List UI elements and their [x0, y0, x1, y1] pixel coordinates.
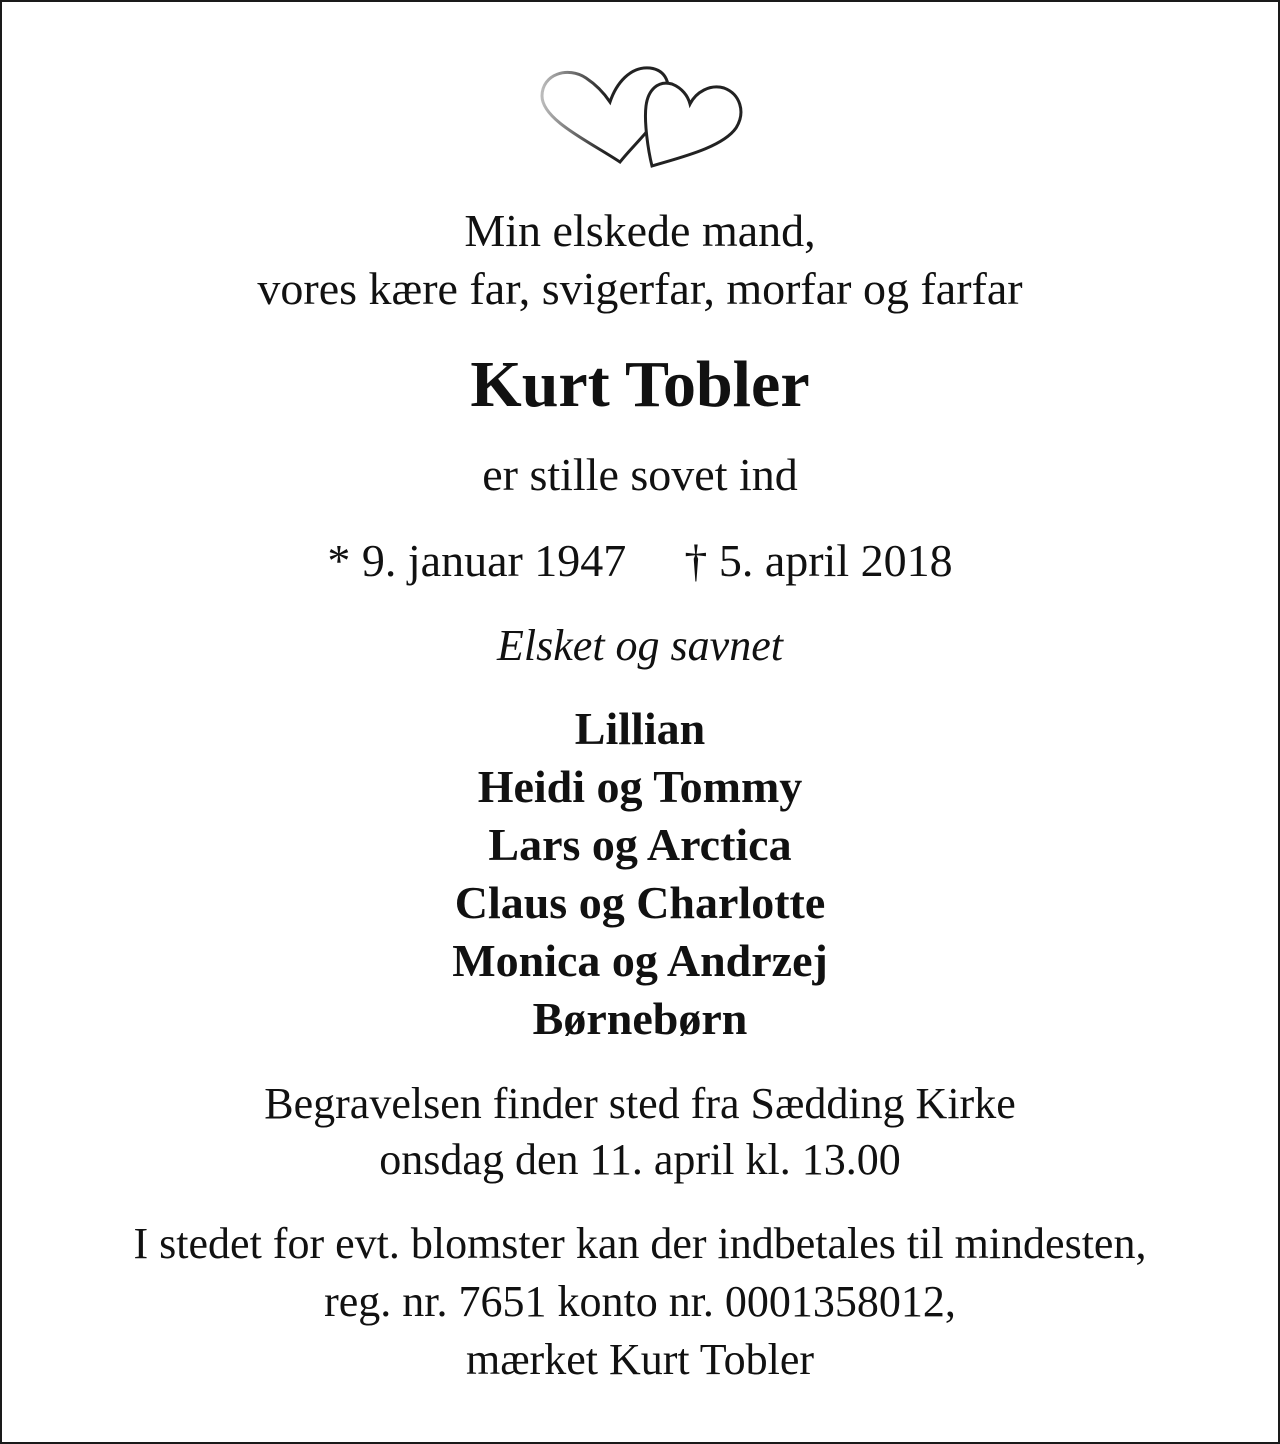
two-hearts-icon — [538, 62, 748, 172]
funeral-info-line-1: Begravelsen finder sted fra Sædding Kirke — [264, 1079, 1016, 1128]
subtitle: er stille sovet ind — [482, 449, 798, 500]
motto: Elsket og savnet — [497, 621, 783, 670]
death-date: † 5. april 2018 — [684, 535, 953, 586]
birth-date: * 9. januar 1947 — [327, 535, 627, 586]
mourner-name: Lars og Arctica — [488, 819, 792, 870]
funeral-info-line-2: onsdag den 11. april kl. 13.00 — [379, 1135, 901, 1184]
mourner-name: Monica og Andrzej — [452, 935, 828, 986]
mourner-name: Børnebørn — [532, 993, 748, 1044]
donation-info-line-3: mærket Kurt Tobler — [465, 1335, 815, 1384]
mourner-name: Claus og Charlotte — [454, 877, 826, 928]
donation-info-line-2: reg. nr. 7651 konto nr. 0001358012, — [324, 1277, 956, 1326]
deceased-name: Kurt Tobler — [470, 348, 810, 421]
mourner-name: Lillian — [574, 703, 706, 754]
life-dates — [2, 535, 1278, 586]
intro-line-1: Min elskede mand, — [464, 205, 816, 256]
mourner-name: Heidi og Tommy — [477, 761, 803, 812]
intro-line-2: vores kære far, svigerfar, morfar og farfar — [257, 263, 1023, 314]
donation-info-line-1: I stedet for evt. blomster kan der indbetales til mindesten, — [133, 1219, 1147, 1268]
